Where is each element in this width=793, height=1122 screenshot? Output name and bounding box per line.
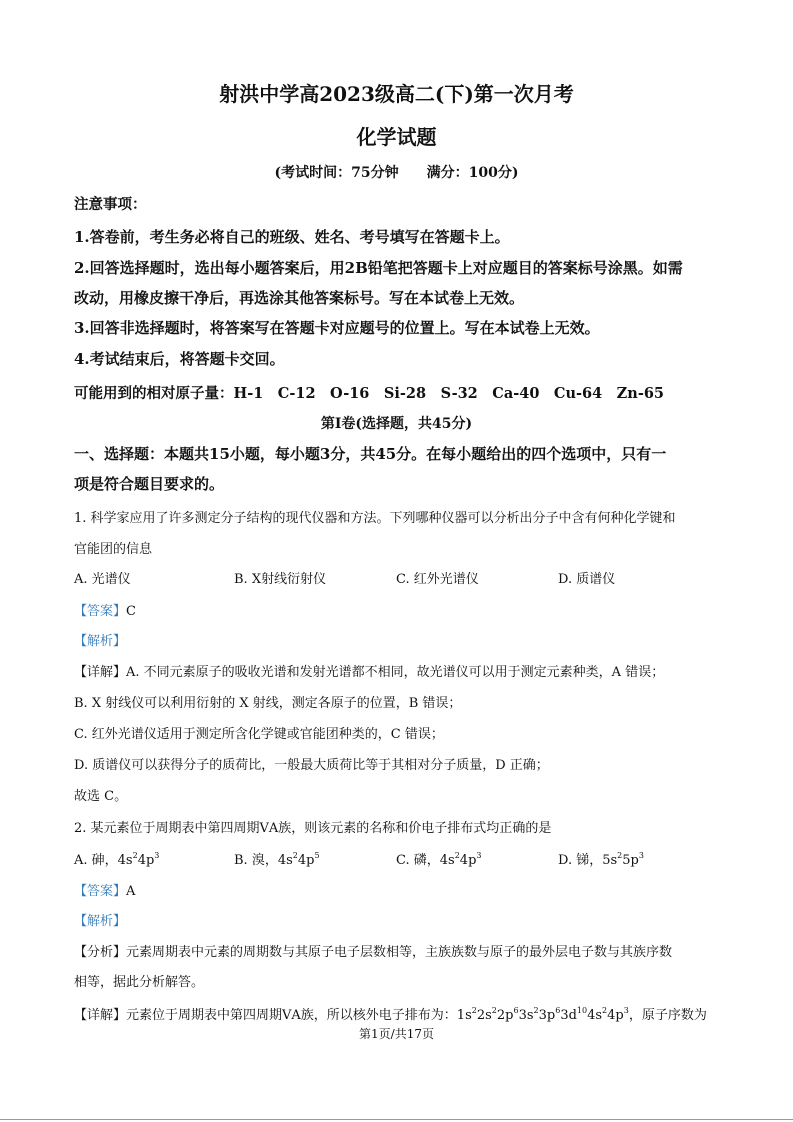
q1-answer-value: C [126, 604, 136, 619]
config-exp: 2 [471, 1006, 477, 1015]
q1-answer [74, 600, 136, 619]
q2-analysis-text: 元素周期表中元素的周期数与其原子电子层数相等，主族族数与原子的最外层电子数与其族序数 [126, 945, 673, 960]
q2-detail-tail: ，原子序数为 [628, 1008, 707, 1023]
config-exp: 10 [576, 1006, 588, 1015]
config-exp: 2 [491, 1006, 497, 1015]
q1-option-d: D. 质谱仪 [558, 572, 616, 587]
notice-item-1: 1.答卷前，考生务必将自己的班级、姓名、考号填写在答题卡上。 [74, 228, 510, 246]
atomic-masses: 可能用到的相对原子量：H-1 C-12 O-16 Si-28 S-32 Ca-40 Cu-64 Zn-65 [74, 385, 665, 402]
config-term: 4p [607, 1008, 624, 1023]
q2-option-b [234, 849, 320, 868]
q2-detail-head: 【详解】 [74, 1008, 127, 1023]
q1-detail-c: C. 红外光谱仪适用于测定所含化学键或官能团种类的，C 错误； [74, 727, 444, 742]
q2-option-c-sup2: 3 [476, 851, 482, 860]
q2-option-a-mid: 4p [137, 853, 155, 868]
config-exp: 6 [513, 1006, 519, 1015]
q1-detail-tag: 【详解】 [74, 665, 127, 680]
q1-option-b: B. X射线衍射仪 [234, 572, 327, 587]
q1-stem-line2: 官能团的信息 [74, 542, 153, 557]
notice-item-2-cont: 改动，用橡皮擦干净后，再选涂其他答案标号。写在本试卷上无效。 [74, 289, 525, 307]
q2-option-a-sup2: 3 [154, 851, 160, 860]
q2-option-b-sup2: 5 [314, 851, 320, 860]
section-intro-line2: 项是符合题目要求的。 [74, 475, 225, 493]
q1-detail-line1 [74, 661, 664, 680]
notice-item-2: 2.回答选择题时，选出每小题答案后，用2B铅笔把答题卡上对应题目的答案标号涂黑。如需 [74, 259, 683, 277]
q1-detail-d: D. 质谱仪可以获得分子的质荷比，一般最大质荷比等于其相对分子质量，D 正确； [74, 758, 549, 773]
q2-option-a [74, 849, 159, 868]
config-term: 3s [518, 1008, 534, 1023]
q2-option-d-label: D. 锑，5s [558, 853, 618, 868]
config-exp: 2 [533, 1006, 539, 1015]
q1-answer-tag: 【答案】 [74, 604, 127, 619]
exam-title: 射洪中学高2023级高二(下)第一次月考 [219, 82, 574, 106]
q1-analysis-tag: 【解析】 [74, 634, 127, 649]
q2-option-b-mid: 4p [297, 853, 315, 868]
q2-analysis-head: 【分析】 [74, 945, 127, 960]
electron-config [457, 1008, 629, 1023]
config-term: 4s [587, 1008, 603, 1023]
q1-option-c: C. 红外光谱仪 [396, 572, 479, 587]
q2-answer [74, 880, 135, 899]
page-bottom-rule [0, 1119, 793, 1120]
config-term: 2p [496, 1008, 514, 1023]
q2-stem: 2. 某元素位于周期表中第四周期ⅤA族，则该元素的名称和价电子排布式均正确的是 [74, 821, 552, 836]
section-intro-line1: 一、选择题：本题共15小题，每小题3分，共45分。在每小题给出的四个选项中，只有一 [74, 445, 667, 463]
q2-option-a-label: A. 砷，4s [74, 853, 133, 868]
q2-analysis-tag: 【解析】 [74, 914, 127, 929]
exam-info: (考试时间：75分钟 满分：100分) [274, 165, 519, 181]
config-exp: 6 [555, 1006, 561, 1015]
q2-option-c-label: C. 磷，4s [396, 853, 455, 868]
q2-answer-tag: 【答案】 [74, 884, 127, 899]
q2-option-d-sup1: 2 [617, 851, 623, 860]
subject-title: 化学试题 [356, 125, 437, 149]
config-exp: 3 [623, 1006, 629, 1015]
q2-analysis-line2: 相等，据此分析解答。 [74, 975, 205, 990]
q2-option-c-sup1: 2 [454, 851, 460, 860]
config-term: 2s [476, 1008, 492, 1023]
notice-item-3: 3.回答非选择题时，将答案写在答题卡对应题号的位置上。写在本试卷上无效。 [74, 319, 600, 337]
q1-conclusion: 故选 C。 [74, 789, 128, 804]
config-term: 3p [538, 1008, 556, 1023]
q2-option-c-mid: 4p [459, 853, 477, 868]
config-exp: 2 [602, 1006, 608, 1015]
section-title: 第Ⅰ卷(选择题，共45分) [320, 416, 473, 432]
page-footer: 第1页/共17页 [359, 1027, 434, 1041]
notice-item-4: 4.考试结束后，将答题卡交回。 [74, 350, 285, 368]
q2-option-b-sup1: 2 [292, 851, 298, 860]
q2-option-d [558, 849, 644, 868]
q1-detail-b: B. X 射线仪可以利用衍射的 X 射线，测定各原子的位置，B 错误； [74, 696, 462, 711]
q2-detail-line [74, 1004, 707, 1023]
q1-detail-text-a: A. 不同元素原子的吸收光谱和发射光谱都不相同，故光谱仪可以用于测定元素种类，A 错误； [126, 665, 665, 680]
q1-option-a: A. 光谱仪 [74, 572, 131, 587]
q2-option-c [396, 849, 481, 868]
q1-stem-line1: 1. 科学家应用了许多测定分子结构的现代仪器和方法。下列哪种仪器可以分析出分子中含有何种化学键和 [74, 511, 676, 526]
q2-option-d-sup2: 3 [638, 851, 644, 860]
q2-option-b-label: B. 溴，4s [234, 853, 293, 868]
q2-option-a-sup1: 2 [132, 851, 138, 860]
config-term: 1s [456, 1008, 472, 1023]
q2-analysis-line1 [74, 941, 672, 960]
notice-heading: 注意事项： [74, 196, 147, 213]
q2-detail-text: 元素位于周期表中第四周期ⅤA族，所以核外电子排布为： [126, 1008, 457, 1023]
q2-option-d-mid: 5p [622, 853, 639, 868]
q2-answer-value: A [126, 884, 136, 899]
config-term: 3d [560, 1008, 577, 1023]
